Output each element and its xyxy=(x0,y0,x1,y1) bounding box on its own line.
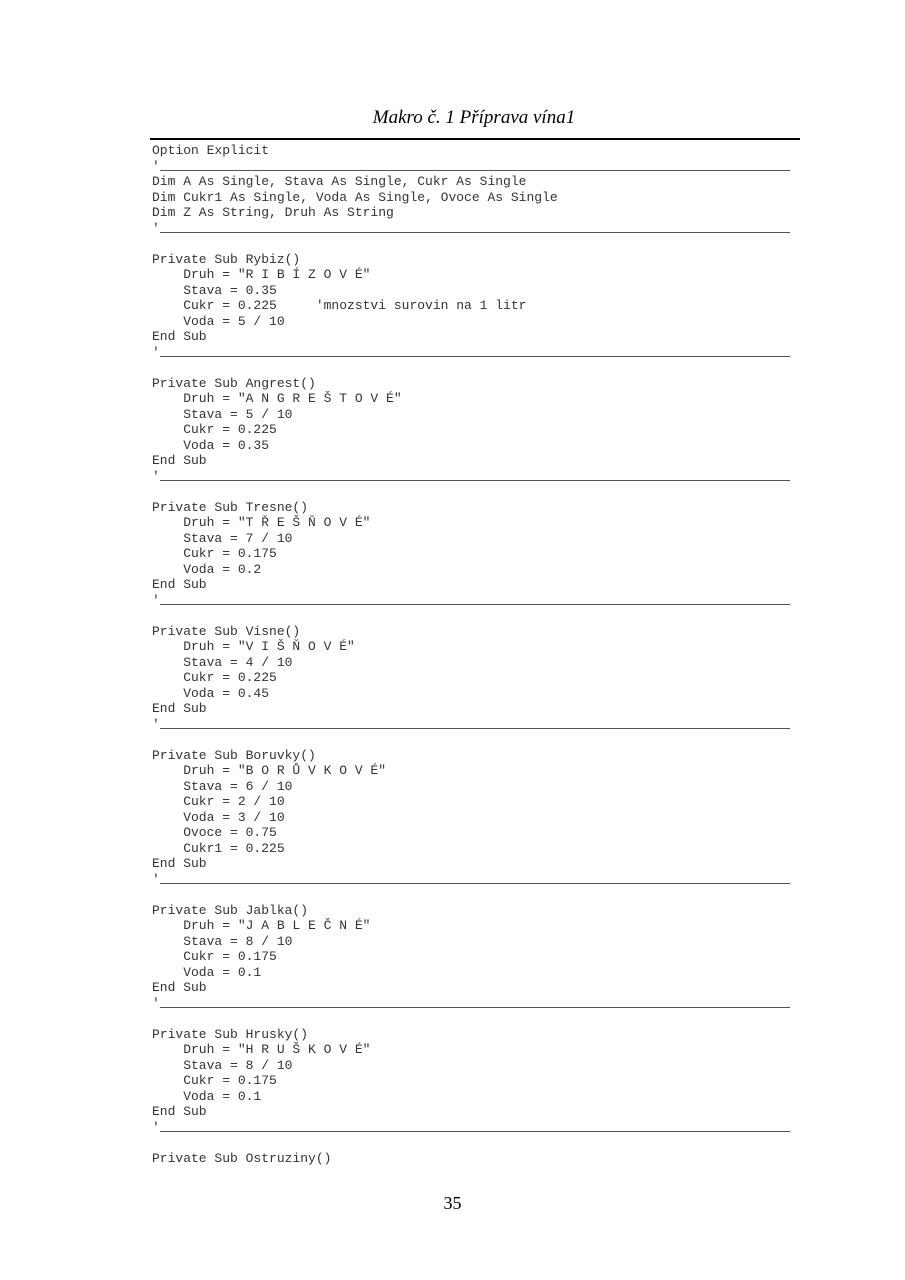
code-line: Private Sub Angrest() xyxy=(152,375,316,391)
code-line: Cukr = 0.175 xyxy=(152,546,277,561)
code-line xyxy=(152,159,802,175)
code-line xyxy=(152,1135,802,1151)
code-line xyxy=(152,872,802,888)
code-line: End Sub xyxy=(152,701,207,716)
code-line: Voda = 5 / 10 xyxy=(152,313,285,329)
comment-separator: ' xyxy=(152,871,160,887)
code-line: Cukr = 2 / 10 xyxy=(152,794,285,809)
separator-line xyxy=(160,1007,790,1008)
code-line: Stava = 8 / 10 xyxy=(152,933,293,949)
code-line xyxy=(152,1120,802,1136)
code-line: Druh = "R I B Í Z O V É" xyxy=(152,267,371,282)
separator-line xyxy=(160,883,790,884)
separator-line xyxy=(160,480,790,481)
separator-line xyxy=(160,170,790,171)
code-line: Druh = "J A B L E Č N É" xyxy=(152,918,371,933)
code-line xyxy=(152,732,802,748)
code-line: Voda = 0.1 xyxy=(152,1088,262,1104)
code-line: Private Sub Ostruziny() xyxy=(152,1150,332,1166)
code-line: Cukr = 0.225 xyxy=(152,670,277,685)
code-line: Voda = 0.2 xyxy=(152,561,262,577)
code-line: Cukr = 0.175 xyxy=(152,1073,277,1088)
separator-line xyxy=(160,604,790,605)
code-line: End Sub xyxy=(152,1104,207,1119)
code-line: Dim Z As String, Druh As String xyxy=(152,205,394,220)
code-line: Stava = 7 / 10 xyxy=(152,530,293,546)
comment-separator: ' xyxy=(152,716,160,732)
comment-separator: ' xyxy=(152,592,160,608)
code-line xyxy=(152,360,802,376)
code-line: Stava = 6 / 10 xyxy=(152,778,293,794)
code-line: Option Explicit xyxy=(152,143,270,158)
code-line xyxy=(152,593,802,609)
code-line: Private Sub Tresne() xyxy=(152,499,309,515)
code-line: End Sub xyxy=(152,856,207,871)
code-line: Private Sub Visne() xyxy=(152,623,301,639)
code-listing xyxy=(152,143,802,1166)
code-line xyxy=(152,608,802,624)
code-line xyxy=(152,345,802,361)
code-line: Druh = "H R U Š K O V É" xyxy=(152,1042,371,1057)
code-line: Cukr = 0.225 xyxy=(152,422,277,437)
code-line: Cukr = 0.225 'mnozstvi surovin na 1 litr xyxy=(152,298,527,313)
separator-line xyxy=(160,1131,790,1132)
code-line: Voda = 3 / 10 xyxy=(152,809,285,825)
code-line: Voda = 0.1 xyxy=(152,964,262,980)
code-line: Stava = 0.35 xyxy=(152,282,277,298)
code-line: Cukr = 0.175 xyxy=(152,949,277,964)
code-line xyxy=(152,717,802,733)
code-line xyxy=(152,996,802,1012)
code-line: End Sub xyxy=(152,329,207,344)
page-number: 35 xyxy=(443,1193,462,1213)
comment-separator: ' xyxy=(152,1119,160,1135)
code-line: Stava = 4 / 10 xyxy=(152,654,293,670)
code-line: Druh = "A N G R E Š T O V É" xyxy=(152,391,402,406)
code-line xyxy=(152,221,802,237)
code-line: Private Sub Boruvky() xyxy=(152,747,316,763)
comment-separator: ' xyxy=(152,468,160,484)
code-line: Private Sub Jablka() xyxy=(152,902,309,918)
separator-line xyxy=(160,232,790,233)
code-line: Private Sub Hrusky() xyxy=(152,1026,309,1042)
code-line: End Sub xyxy=(152,980,207,995)
code-line: Druh = "B O R Ů V K O V É" xyxy=(152,763,387,778)
code-line: Private Sub Rybiz() xyxy=(152,251,301,267)
code-line xyxy=(152,236,802,252)
code-line: End Sub xyxy=(152,577,207,592)
code-line: End Sub xyxy=(152,453,207,468)
separator-line xyxy=(160,728,790,729)
code-line: Dim A As Single, Stava As Single, Cukr As Single xyxy=(152,174,527,189)
code-line: Cukr1 = 0.225 xyxy=(152,840,285,856)
comment-separator: ' xyxy=(152,995,160,1011)
code-line xyxy=(152,887,802,903)
code-line: Voda = 0.45 xyxy=(152,685,270,701)
code-line: Stava = 8 / 10 xyxy=(152,1057,293,1073)
code-line: Druh = "V I Š Ň O V É" xyxy=(152,639,355,654)
code-line: Dim Cukr1 As Single, Voda As Single, Ovoce As Single xyxy=(152,189,558,205)
code-line xyxy=(152,1011,802,1027)
code-line: Voda = 0.35 xyxy=(152,437,270,453)
code-line: Druh = "T Ř E Š Ň O V É" xyxy=(152,515,371,530)
code-line: Stava = 5 / 10 xyxy=(152,406,293,422)
comment-separator: ' xyxy=(152,344,160,360)
separator-line xyxy=(160,356,790,357)
comment-separator: ' xyxy=(152,158,160,174)
page-title: Makro č. 1 Příprava vína1 xyxy=(372,107,576,128)
title-rule xyxy=(150,138,800,140)
code-line: Ovoce = 0.75 xyxy=(152,825,277,840)
code-line xyxy=(152,484,802,500)
comment-separator: ' xyxy=(152,220,160,236)
code-line xyxy=(152,469,802,485)
